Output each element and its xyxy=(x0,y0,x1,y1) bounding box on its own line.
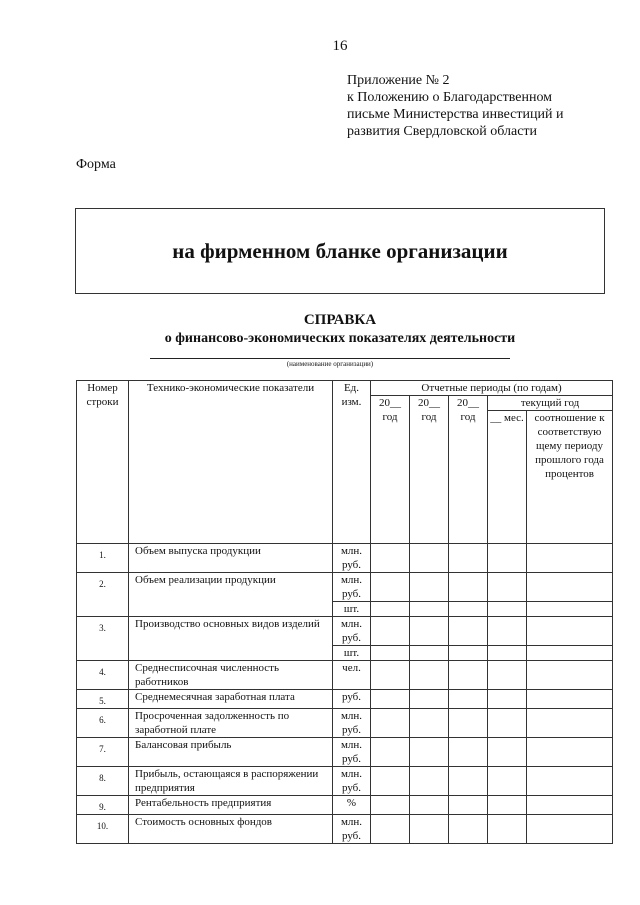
value-cell[interactable] xyxy=(527,815,613,844)
unit-cell: шт. xyxy=(333,646,371,661)
value-cell[interactable] xyxy=(410,709,449,738)
value-cell[interactable] xyxy=(371,815,410,844)
document-subtitle: о финансово-экономических показателях деятельности xyxy=(164,331,516,346)
value-cell[interactable] xyxy=(371,738,410,767)
value-cell[interactable] xyxy=(527,796,613,815)
appendix-line: письме Министерства инвестиций и xyxy=(347,107,564,122)
header-current-year: текущий год xyxy=(488,396,613,411)
unit-cell: млн. руб. xyxy=(333,815,371,844)
value-cell[interactable] xyxy=(527,617,613,646)
table-row xyxy=(77,738,613,767)
table-row xyxy=(77,544,613,573)
unit-cell: млн. руб. xyxy=(333,767,371,796)
value-cell[interactable] xyxy=(488,602,527,617)
indicator-label: Объем реализации продукции xyxy=(129,573,333,617)
value-cell[interactable] xyxy=(527,738,613,767)
indicator-label: Балансовая прибыль xyxy=(129,738,333,767)
row-number: 3. xyxy=(77,617,129,661)
header-indicators: Технико-экономические показатели xyxy=(129,381,333,544)
value-cell[interactable] xyxy=(488,573,527,602)
value-cell[interactable] xyxy=(371,709,410,738)
form-label: Форма xyxy=(76,157,116,172)
value-cell[interactable] xyxy=(371,661,410,690)
unit-cell: % xyxy=(333,796,371,815)
indicator-label: Среднесписочная численность работников xyxy=(129,661,333,690)
value-cell[interactable] xyxy=(449,617,488,646)
value-cell[interactable] xyxy=(371,544,410,573)
row-number: 7. xyxy=(77,738,129,767)
value-cell[interactable] xyxy=(488,544,527,573)
row-number: 2. xyxy=(77,573,129,617)
value-cell[interactable] xyxy=(449,767,488,796)
value-cell[interactable] xyxy=(449,815,488,844)
table-row xyxy=(77,617,613,646)
value-cell[interactable] xyxy=(488,796,527,815)
organization-name-line xyxy=(150,358,510,359)
value-cell[interactable] xyxy=(527,544,613,573)
value-cell[interactable] xyxy=(449,573,488,602)
value-cell[interactable] xyxy=(410,617,449,646)
value-cell[interactable] xyxy=(527,709,613,738)
value-cell[interactable] xyxy=(449,661,488,690)
value-cell[interactable] xyxy=(410,646,449,661)
row-number: 6. xyxy=(77,709,129,738)
letterhead-text: на фирменном бланке организации xyxy=(172,238,508,263)
value-cell[interactable] xyxy=(410,690,449,709)
value-cell[interactable] xyxy=(488,690,527,709)
value-cell[interactable] xyxy=(371,573,410,602)
row-number: 4. xyxy=(77,661,129,690)
value-cell[interactable] xyxy=(410,738,449,767)
value-cell[interactable] xyxy=(527,602,613,617)
value-cell[interactable] xyxy=(371,690,410,709)
table-row xyxy=(77,690,613,709)
row-number: 8. xyxy=(77,767,129,796)
row-number: 5. xyxy=(77,690,129,709)
table-row xyxy=(77,709,613,738)
table-row xyxy=(77,815,613,844)
value-cell[interactable] xyxy=(527,661,613,690)
unit-cell: руб. xyxy=(333,690,371,709)
appendix-line: развития Свердловской области xyxy=(347,124,538,139)
value-cell[interactable] xyxy=(488,815,527,844)
value-cell[interactable] xyxy=(488,709,527,738)
unit-cell: млн. руб. xyxy=(333,617,371,646)
table-row xyxy=(77,767,613,796)
indicator-label: Среднемесячная заработная плата xyxy=(129,690,333,709)
header-year: 20__ год xyxy=(371,396,410,544)
unit-cell: млн. руб. xyxy=(333,544,371,573)
unit-cell: млн. руб. xyxy=(333,738,371,767)
unit-cell: чел. xyxy=(333,661,371,690)
header-year: 20__ год xyxy=(449,396,488,544)
header-periods: Отчетные периоды (по годам) xyxy=(371,381,613,396)
header-ratio: соотношение к соответствую щему периоду прошлого года процентов xyxy=(527,411,613,544)
header-unit: Ед. изм. xyxy=(333,381,371,544)
table-row xyxy=(77,573,613,602)
value-cell[interactable] xyxy=(371,646,410,661)
value-cell[interactable] xyxy=(371,617,410,646)
value-cell[interactable] xyxy=(527,690,613,709)
table-row xyxy=(77,796,613,815)
row-number: 9. xyxy=(77,796,129,815)
value-cell[interactable] xyxy=(527,573,613,602)
value-cell[interactable] xyxy=(449,602,488,617)
value-cell[interactable] xyxy=(488,767,527,796)
header-row-number: Номер строки xyxy=(77,381,129,544)
value-cell[interactable] xyxy=(488,661,527,690)
value-cell[interactable] xyxy=(371,796,410,815)
indicator-label: Прибыль, остающаяся в распоряжении предприятия xyxy=(129,767,333,796)
indicator-label: Объем выпуска продукции xyxy=(129,544,333,573)
value-cell[interactable] xyxy=(449,646,488,661)
unit-cell: млн. руб. xyxy=(333,573,371,602)
value-cell[interactable] xyxy=(410,602,449,617)
value-cell[interactable] xyxy=(449,709,488,738)
value-cell[interactable] xyxy=(410,796,449,815)
table-row xyxy=(77,661,613,690)
value-cell[interactable] xyxy=(449,738,488,767)
unit-cell: шт. xyxy=(333,602,371,617)
header-months: __ мес. xyxy=(488,411,527,544)
value-cell[interactable] xyxy=(410,815,449,844)
value-cell[interactable] xyxy=(410,573,449,602)
value-cell[interactable] xyxy=(371,767,410,796)
unit-cell: млн. руб. xyxy=(333,709,371,738)
appendix-line: Приложение № 2 xyxy=(347,73,450,88)
appendix-note xyxy=(347,72,617,140)
value-cell[interactable] xyxy=(488,646,527,661)
indicator-label: Производство основных видов изделий xyxy=(129,617,333,661)
value-cell[interactable] xyxy=(410,661,449,690)
value-cell[interactable] xyxy=(527,767,613,796)
indicator-label: Рентабельность предприятия xyxy=(129,796,333,815)
header-year: 20__ год xyxy=(410,396,449,544)
value-cell[interactable] xyxy=(410,767,449,796)
organization-caption: (наименование организации) xyxy=(286,360,374,368)
value-cell[interactable] xyxy=(449,544,488,573)
row-number: 1. xyxy=(77,544,129,573)
indicators-table xyxy=(76,380,613,844)
letterhead-box xyxy=(75,208,605,294)
appendix-line: к Положению о Благодарственном xyxy=(347,90,553,105)
indicator-label: Стоимость основных фондов xyxy=(129,815,333,844)
value-cell[interactable] xyxy=(488,617,527,646)
value-cell[interactable] xyxy=(488,738,527,767)
value-cell[interactable] xyxy=(527,646,613,661)
value-cell[interactable] xyxy=(449,690,488,709)
page-number: 16 xyxy=(332,38,348,54)
document-title: СПРАВКА xyxy=(303,312,377,328)
value-cell[interactable] xyxy=(371,602,410,617)
indicator-label: Просроченная задолженность по заработной плате xyxy=(129,709,333,738)
value-cell[interactable] xyxy=(410,544,449,573)
table-body xyxy=(77,544,613,844)
row-number: 10. xyxy=(77,815,129,844)
value-cell[interactable] xyxy=(449,796,488,815)
